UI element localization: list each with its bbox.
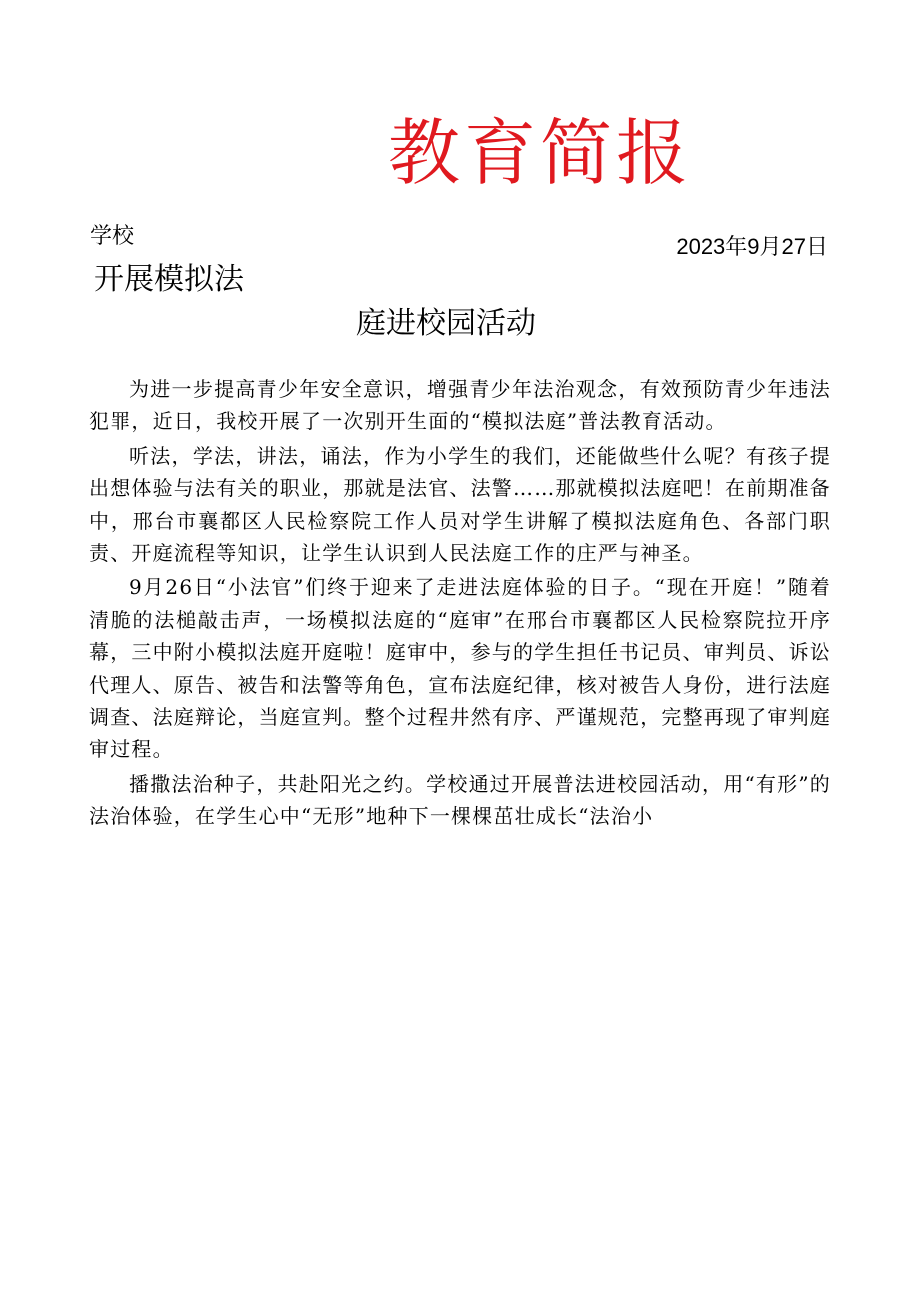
issue-date: 2023年9月27日 <box>676 234 828 259</box>
article-paragraph-3: 9月26日“小法官”们终于迎来了走进法庭体验的日子。“现在开庭！”随着清脆的法槌敲击声，一场模拟法庭的“庭审”在邢台市襄都区人民检察院拉开序幕，三中附小模拟法庭开庭啦！庭审中，参与的学生担任书记员、审判员、诉讼代理人、原告、被告和法警等角色，宣布法庭纪律，核对被告人身份，进行法庭调查、法庭辩论，当庭宣判。整个过程井然有序、严谨规范，完整再现了审判庭审过程。 <box>89 575 831 762</box>
headline-line-2: 庭进校园活动 <box>356 306 536 341</box>
school-label: 学校 <box>90 224 135 249</box>
headline-line-1: 开展模拟法 <box>94 262 244 297</box>
article-paragraph-2: 听法，学法，讲法，诵法，作为小学生的我们，还能做些什么呢？有孩子提出想体验与法有关的职业，那就是法官、法警……那就模拟法庭吧！在前期准备中，邢台市襄都区人民检察院工作人员对学生讲解了模拟法庭角色、各部门职责、开庭流程等知识，让学生认识到人民法庭工作的庄严与神圣。 <box>89 443 831 566</box>
article-body <box>89 373 831 835</box>
masthead-title: 教育简报 <box>388 111 693 195</box>
article-paragraph-4: 播撒法治种子，共赴阳光之约。学校通过开展普法进校园活动，用“有形”的法治体验，在学生心中“无形”地种下一棵棵茁壮成长“法治小 <box>89 771 831 829</box>
article-paragraph-1: 为进一步提高青少年安全意识，增强青少年法治观念，有效预防青少年违法犯罪，近日，我校开展了一次别开生面的“模拟法庭”普法教育活动。 <box>89 377 831 434</box>
